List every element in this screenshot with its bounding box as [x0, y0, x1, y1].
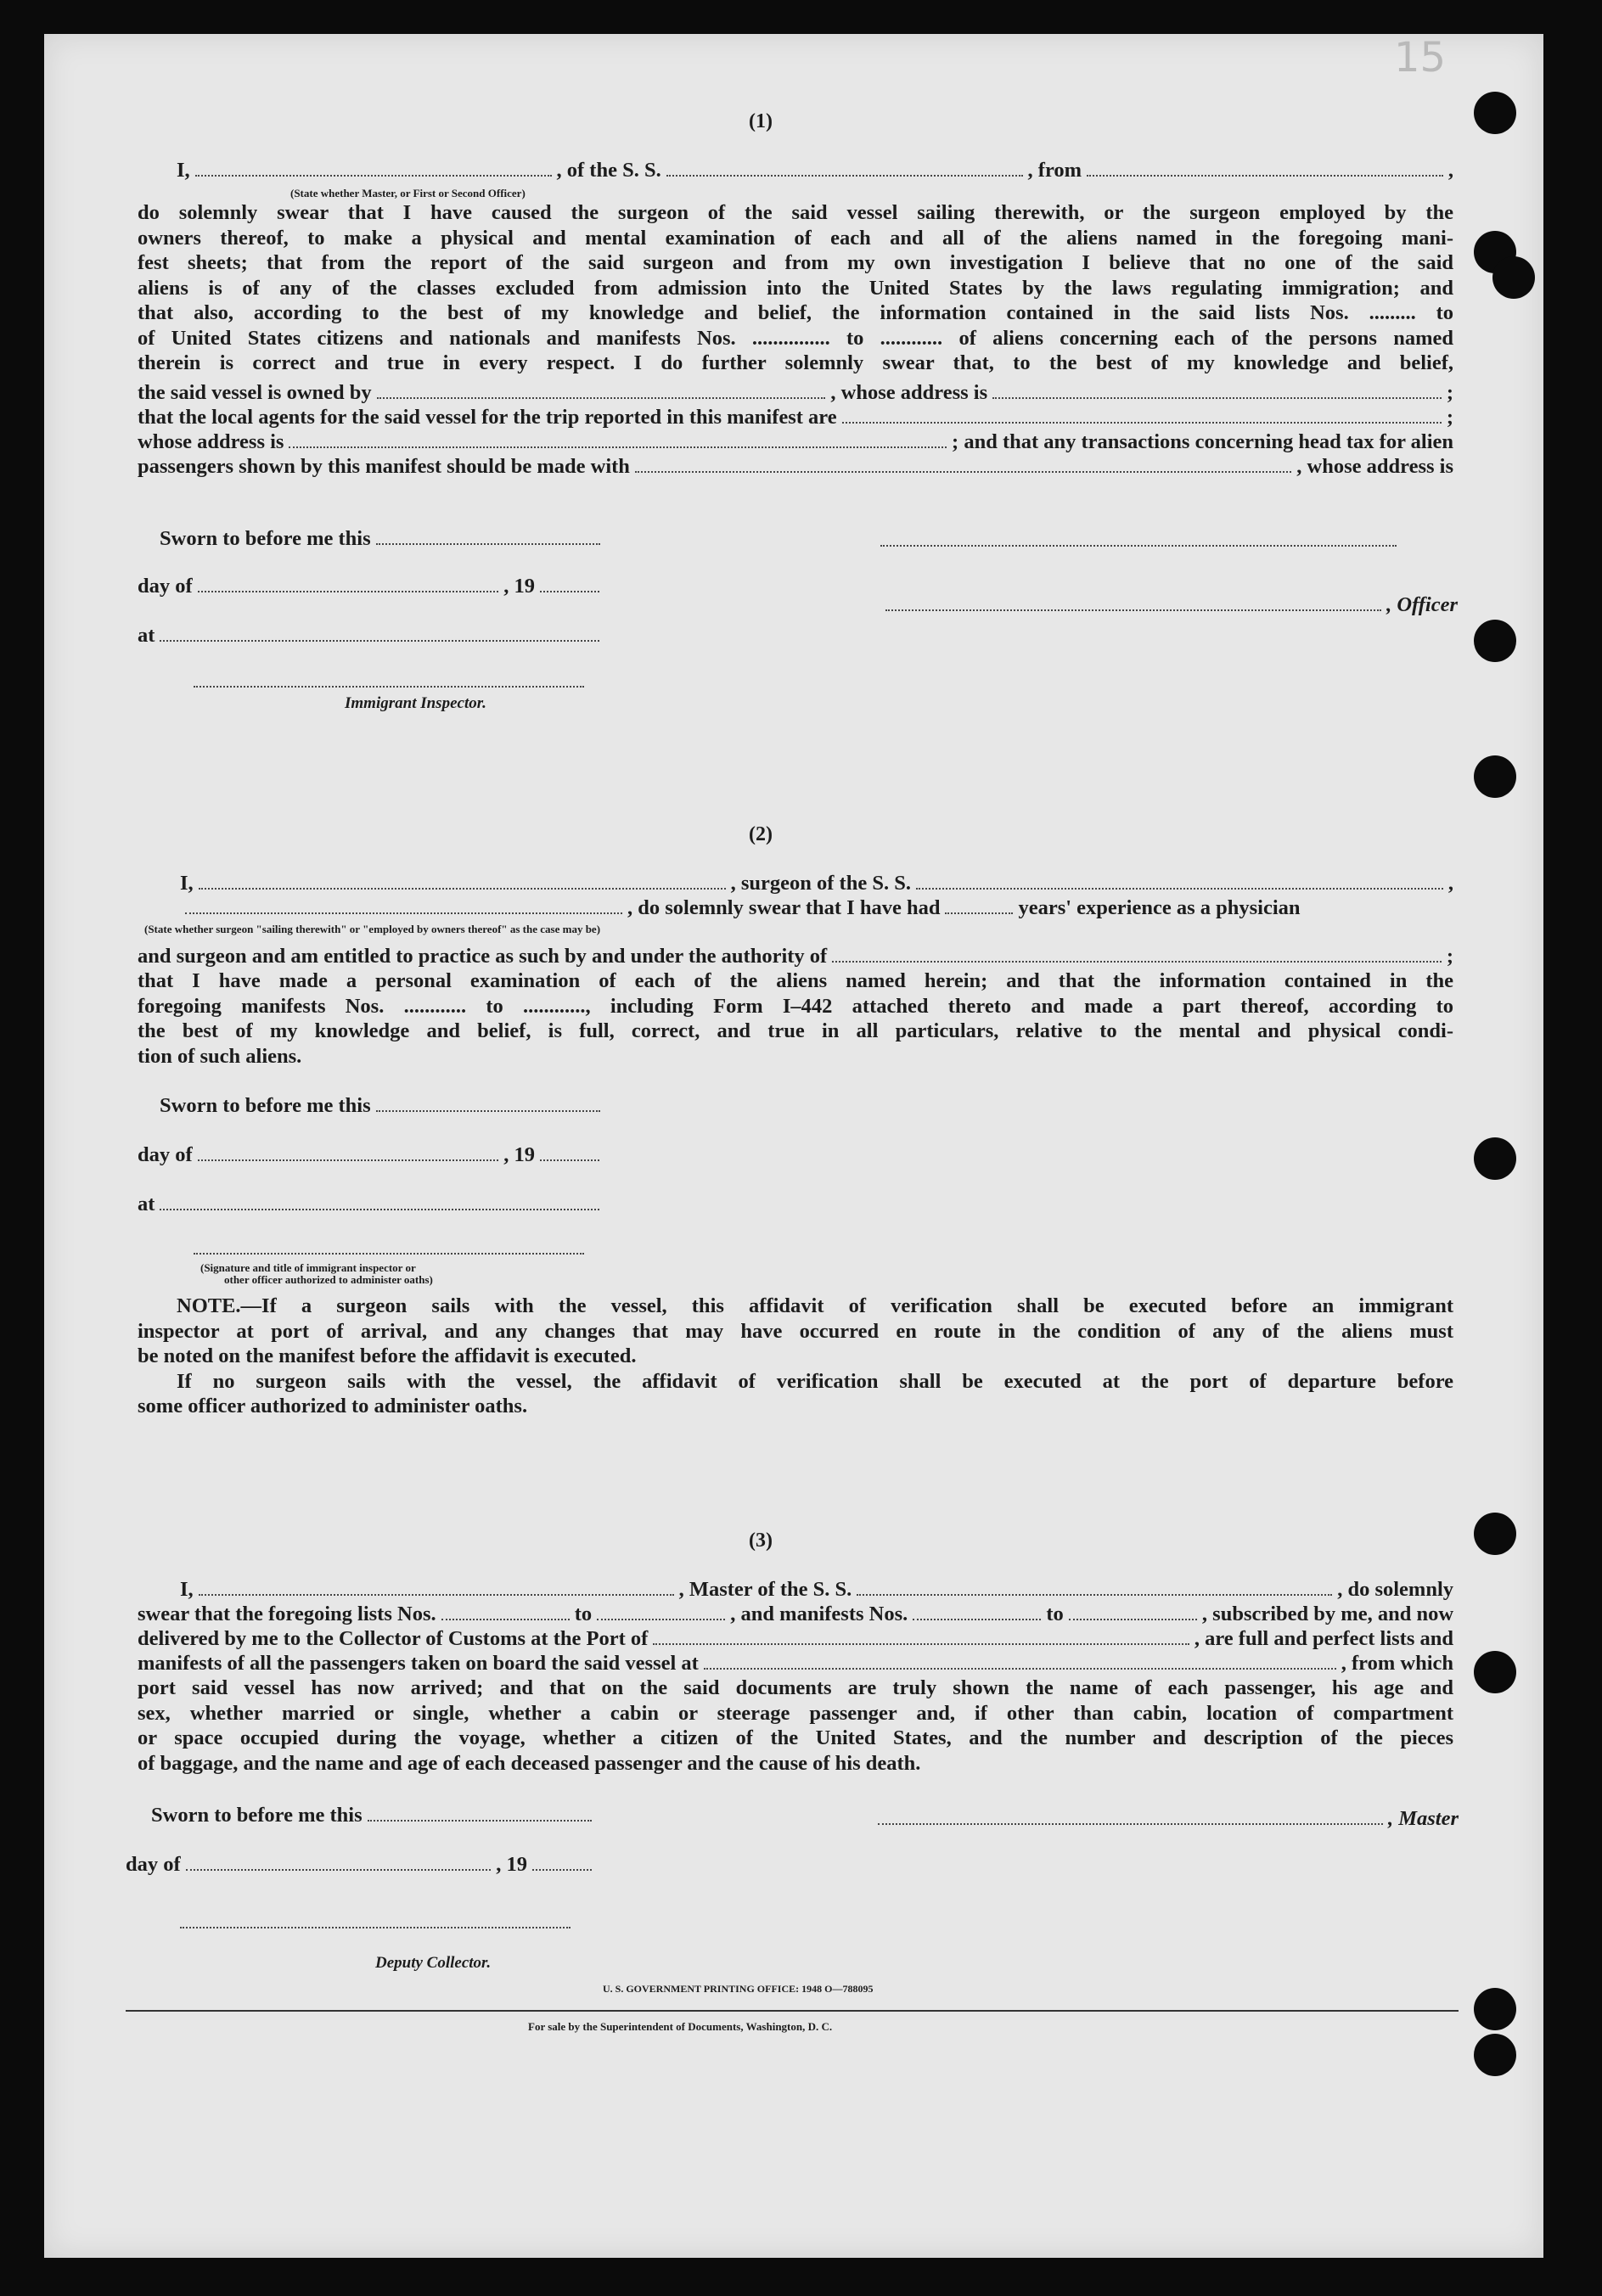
- s1-i-label: I,: [177, 159, 190, 182]
- s1-owner-field[interactable]: [377, 380, 826, 399]
- s1-para-line: that also, according to the best of my knowledge and belief, the information contained in the said lists Nos. ......... to: [138, 301, 1453, 324]
- s2-vessel-name-field[interactable]: [916, 871, 1443, 890]
- binder-hole: [1474, 755, 1516, 798]
- section-3-number: (3): [749, 1530, 773, 1552]
- s3-month-field[interactable]: [186, 1852, 492, 1871]
- form-page: [44, 34, 1543, 2258]
- s2-at-line: at: [138, 1192, 604, 1217]
- binder-hole: [1474, 1513, 1516, 1555]
- s2-at-field[interactable]: [160, 1192, 599, 1210]
- binder-hole: [1474, 1988, 1516, 2030]
- s1-officer-name-field[interactable]: [195, 158, 552, 177]
- s1-owned-by-line: the said vessel is owned by , whose address is ;: [138, 381, 1454, 404]
- s1-from-label: , from: [1027, 159, 1082, 182]
- s1-agents-line: that the local agents for the said vessel for the trip reported in this manifest are ;: [138, 406, 1453, 429]
- s1-paragraph: [138, 200, 1453, 376]
- s1-year-field[interactable]: [540, 574, 599, 592]
- s3-sworn-day-field[interactable]: [368, 1803, 592, 1822]
- s1-role-note: (State whether Master, or First or Second Officer): [290, 187, 526, 199]
- s1-from-port-field[interactable]: [1087, 158, 1443, 177]
- s3-vessel-name-field[interactable]: [857, 1577, 1332, 1596]
- s3-line4: manifests of all the passengers taken on board the said vessel at , from which: [138, 1652, 1453, 1675]
- s1-para-line: therein is correct and true in every respect. I do further solemnly swear that, to the best of my knowledge and belief,: [138, 351, 1453, 374]
- s2-paragraph: that I have made a personal examination of each of the aliens named herein; and that the information contained in the foregoing manifests Nos. ............ to ............, including Form I–442 attached thereto and made a part thereof, according to the best of my knowledge and belief, is full, correct, and true in all particulars, relative to the mental and physical condi- tion of such aliens.: [138, 969, 1453, 1068]
- s1-at-field[interactable]: [160, 623, 599, 642]
- binder-hole: [1474, 620, 1516, 662]
- page-number: 15: [1394, 34, 1447, 81]
- s1-agents-field[interactable]: [842, 405, 1442, 424]
- s2-sworn-line: Sworn to before me this: [160, 1093, 605, 1119]
- s2-day-line: day of , 19: [138, 1142, 604, 1168]
- binder-hole: [1474, 1651, 1516, 1693]
- s1-inspector-title: Immigrant Inspector.: [345, 694, 486, 712]
- s3-sworn-line: Sworn to before me this: [151, 1803, 597, 1828]
- s3-master-signature-field[interactable]: [878, 1806, 1383, 1825]
- s2-years-field[interactable]: [945, 895, 1013, 914]
- binder-hole: [1474, 92, 1516, 134]
- s1-whose-address-line: whose address is ; and that any transactions concerning head tax for alien: [138, 430, 1453, 453]
- s1-para-line: aliens is of any of the classes excluded from admission into the United States by the laws regulating immigration; and: [138, 276, 1453, 300]
- s1-sworn-line: Sworn to before me this: [160, 526, 605, 552]
- s2-note: NOTE.—If a surgeon sails with the vessel, this affidavit of verification shall be executed before an immigrant inspector at port of arrival, and any changes that may have occurred en route in the condition of any of the aliens must be noted on the manifest before the affidavit is executed. If no surgeon sails with the vessel, the affidavit of verification shall be executed at the port of departure before some officer authorized to administer oaths.: [138, 1294, 1453, 1417]
- s2-surgeon-name-field[interactable]: [199, 871, 726, 890]
- s3-departure-port-field[interactable]: [704, 1651, 1336, 1670]
- s1-vessel-name-field[interactable]: [666, 158, 1023, 177]
- s3-day-line: day of , 19: [126, 1852, 597, 1878]
- sale-notice: For sale by the Superintendent of Documents, Washington, D. C.: [528, 2020, 833, 2033]
- binder-hole: [1492, 256, 1535, 299]
- s2-signature-line[interactable]: [194, 1253, 584, 1255]
- s2-signature-note-1: (Signature and title of immigrant inspector or: [200, 1261, 416, 1274]
- s1-para-line: owners thereof, to make a physical and mental examination of each and all of the aliens named in the foregoing mani-: [138, 226, 1453, 250]
- s3-manifests-to-field[interactable]: [1069, 1602, 1197, 1620]
- s1-agents-address-field[interactable]: [289, 429, 947, 448]
- binder-hole: [1474, 1137, 1516, 1180]
- s2-surgeon-capacity-field[interactable]: [185, 895, 622, 914]
- s1-of-ss-label: , of the S. S.: [556, 159, 661, 182]
- s2-authority-line: and surgeon and am entitled to practice as such by and under the authority of ;: [138, 945, 1453, 968]
- s1-officer-signature-field[interactable]: [885, 592, 1381, 611]
- s2-sworn-day-field[interactable]: [376, 1093, 600, 1112]
- s2-surgeon-note: (State whether surgeon "sailing therewith" or "employed by owners thereof" as the case may be): [144, 923, 601, 935]
- printing-office-line: U. S. GOVERNMENT PRINTING OFFICE: 1948 O—788095: [603, 1983, 874, 1995]
- s1-line1: I, , of the S. S. , from ,: [177, 159, 1453, 182]
- s1-officer-signature-top[interactable]: [880, 545, 1397, 547]
- s1-inspector-signature-line[interactable]: [194, 686, 584, 688]
- s1-para-line: fest sheets; that from the report of the said surgeon and from my own investigation I believe that no one of the said: [138, 251, 1453, 274]
- s3-lists-to-field[interactable]: [597, 1602, 725, 1620]
- s3-collector-title: Deputy Collector.: [375, 1954, 492, 1972]
- s1-officer-line: [880, 592, 1458, 618]
- s3-line3: delivered by me to the Collector of Customs at the Port of , are full and perfect lists and: [138, 1627, 1453, 1650]
- s3-line2: swear that the foregoing lists Nos. to , and manifests Nos. to , subscribed by me, and now: [138, 1603, 1454, 1625]
- s1-passengers-line: passengers shown by this manifest should be made with , whose address is: [138, 455, 1453, 478]
- s3-paragraph: port said vessel has now arrived; and that on the said documents are truly shown the name of each passenger, his age and sex, whether married or single, whether a cabin or steerage passenger and, if other than cabin, location of compartment or space occupied during the voyage, whether a citizen of the United States, and the number and description of the pieces of baggage, and the name and age of each deceased passenger and the cause of his death.: [138, 1676, 1453, 1775]
- s1-at-line: at: [138, 623, 604, 648]
- s2-authority-field[interactable]: [832, 944, 1442, 963]
- binder-hole: [1474, 2034, 1516, 2076]
- s3-master-line: [873, 1806, 1459, 1832]
- s2-signature-note-2: other officer authorized to administer oaths): [224, 1273, 433, 1286]
- s1-para-line: do solemnly swear that I have caused the surgeon of the said vessel sailing therewith, or the surgeon employed by the: [138, 201, 1453, 224]
- s2-month-field[interactable]: [198, 1142, 499, 1161]
- s2-year-field[interactable]: [540, 1142, 599, 1161]
- s3-manifests-from-field[interactable]: [913, 1602, 1041, 1620]
- s2-line1: I, , surgeon of the S. S. ,: [180, 872, 1453, 895]
- s1-officer-label: , Officer: [1386, 593, 1458, 616]
- section-2-number: (2): [749, 823, 773, 845]
- s3-master-name-field[interactable]: [199, 1577, 674, 1596]
- s3-master-label: , Master: [1387, 1807, 1459, 1830]
- s1-owner-address-field[interactable]: [992, 380, 1442, 399]
- s2-line2: , do solemnly swear that I have had years' experience as a physician: [180, 895, 1453, 921]
- s1-para-line: of United States citizens and nationals and manifests Nos. ............... to ............ of aliens concerning each of the persons named: [138, 326, 1453, 350]
- section-1-number: (1): [749, 110, 773, 132]
- s3-port-field[interactable]: [653, 1626, 1189, 1645]
- s3-line1: I, , Master of the S. S. , do solemnly: [180, 1578, 1453, 1601]
- s1-month-field[interactable]: [198, 574, 499, 592]
- s1-head-tax-party-field[interactable]: [635, 454, 1291, 473]
- s1-sworn-day-field[interactable]: [376, 526, 600, 545]
- s1-day-line: day of , 19: [138, 574, 604, 599]
- s3-year-field[interactable]: [532, 1852, 592, 1871]
- footer-divider: [126, 2010, 1459, 2012]
- s3-collector-signature-line[interactable]: [180, 1927, 571, 1928]
- s3-lists-from-field[interactable]: [441, 1602, 570, 1620]
